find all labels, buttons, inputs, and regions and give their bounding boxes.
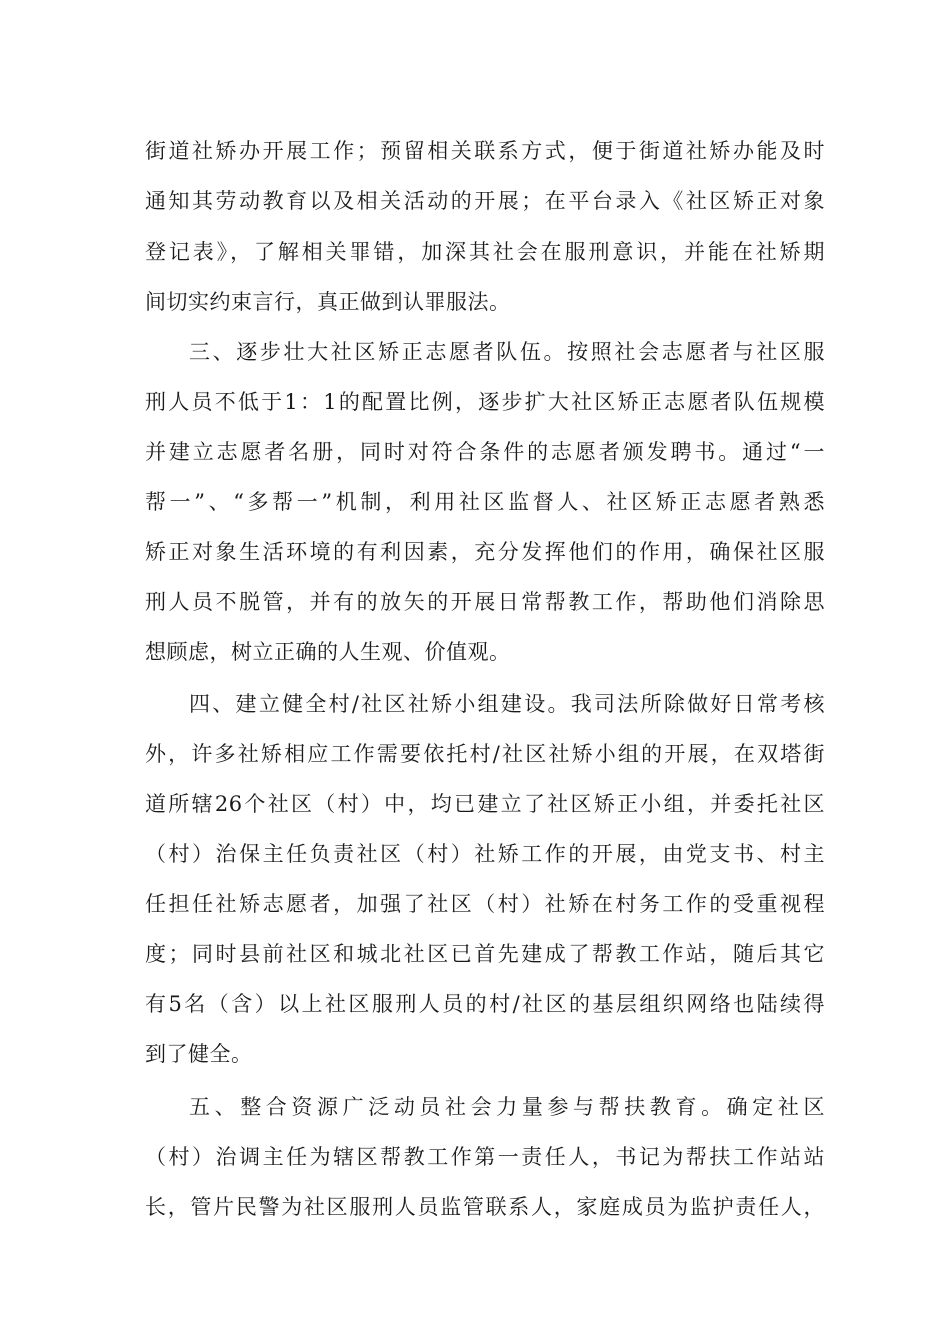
text-line: 到了健全。: [145, 1042, 253, 1066]
text-line: 刑人员不低于1：1的配置比例，逐步扩大社区矫正志愿者队伍规模: [145, 390, 825, 414]
text-line: 有5名（含）以上社区服刑人员的村/社区的基层组织网络也陆续得: [145, 992, 825, 1016]
text-line: 度；同时县前社区和城北社区已首先建成了帮教工作站，随后其它: [145, 942, 825, 966]
text-line: 登记表》，了解相关罪错，加深其社会在服刑意识，并能在社矫期: [145, 240, 825, 264]
text-line: （村）治保主任负责社区（村）社矫工作的开展，由党支书、村主: [145, 842, 825, 866]
text-line: 三、逐步壮大社区矫正志愿者队伍。按照社会志愿者与社区服: [189, 340, 825, 364]
text-line: 并建立志愿者名册，同时对符合条件的志愿者颁发聘书。通过“一: [145, 440, 825, 464]
text-line: 四、建立健全村/社区社矫小组建设。我司法所除做好日常考核: [189, 692, 825, 716]
text-line: 通知其劳动教育以及相关活动的开展；在平台录入《社区矫正对象: [145, 189, 825, 213]
text-line: 矫正对象生活环境的有利因素，充分发挥他们的作用，确保社区服: [145, 540, 825, 564]
text-line: 任担任社矫志愿者，加强了社区（村）社矫在村务工作的受重视程: [145, 892, 825, 916]
text-line: 刑人员不脱管，并有的放矢的开展日常帮教工作，帮助他们消除思: [145, 590, 825, 614]
text-line: 道所辖26个社区（村）中，均已建立了社区矫正小组，并委托社区: [145, 792, 825, 816]
text-line: 长，管片民警为社区服刑人员监管联系人，家庭成员为监护责任人，: [145, 1195, 825, 1219]
text-line: 外，许多社矫相应工作需要依托村/社区社矫小组的开展，在双塔街: [145, 742, 825, 766]
text-line: 五、整合资源广泛动员社会力量参与帮扶教育。确定社区: [189, 1095, 825, 1119]
text-line: 想顾虑，树立正确的人生观、价值观。: [145, 640, 511, 664]
text-line: 街道社矫办开展工作；预留相关联系方式，便于街道社矫办能及时: [145, 139, 825, 163]
text-line: （村）治调主任为辖区帮教工作第一责任人，书记为帮扶工作站站: [145, 1145, 825, 1169]
text-line: 帮一”、“多帮一”机制，利用社区监督人、社区矫正志愿者熟悉: [145, 490, 825, 514]
text-line: 间切实约束言行，真正做到认罪服法。: [145, 290, 511, 314]
